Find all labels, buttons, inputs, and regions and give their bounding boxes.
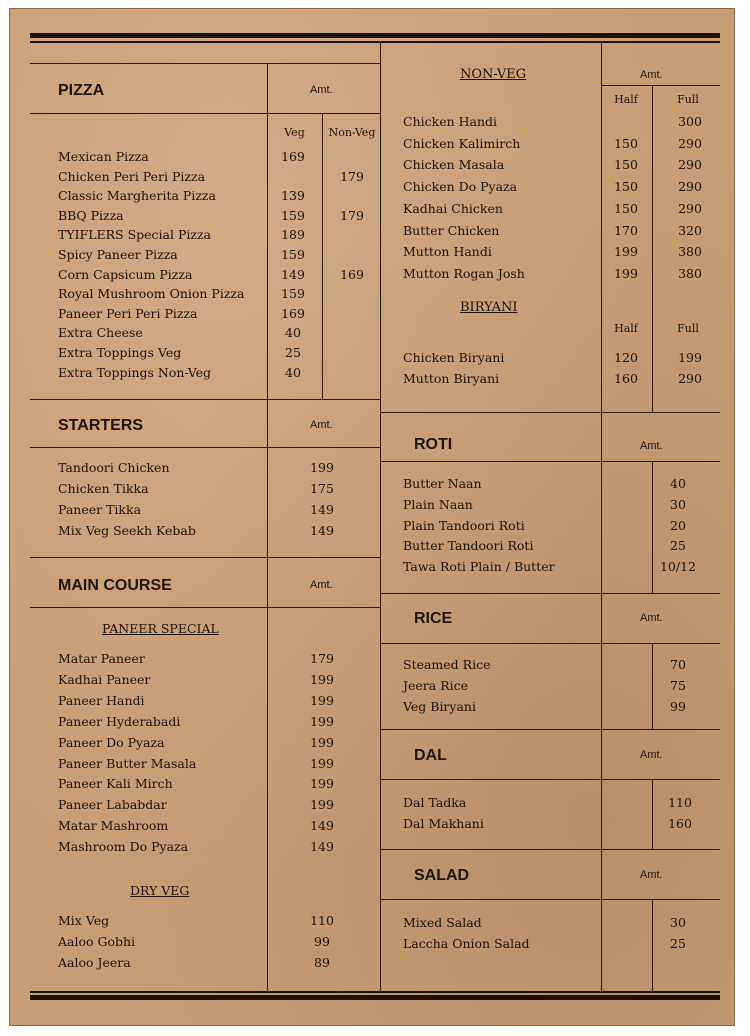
item-price-half: 199 bbox=[614, 265, 638, 281]
item-name: Extra Toppings Veg bbox=[58, 345, 182, 360]
item-name: Mutton Handi bbox=[403, 244, 492, 260]
item-price-veg: 40 bbox=[285, 325, 301, 341]
item-name: Chicken Do Pyaza bbox=[403, 179, 518, 195]
item-name: Chicken Tikka bbox=[58, 481, 149, 496]
item-price-price: 199 bbox=[310, 460, 334, 475]
top-border-thin bbox=[30, 41, 720, 43]
non-veg-amt-label: Amt. bbox=[640, 69, 663, 81]
item-price-price: 40 bbox=[670, 476, 686, 491]
roti-header: ROTI bbox=[414, 436, 453, 453]
item-name: Kadhai Chicken bbox=[403, 200, 503, 216]
item-name: Spicy Paneer Pizza bbox=[58, 247, 178, 262]
item-price-price: 99 bbox=[314, 934, 330, 949]
item-price-price: 149 bbox=[310, 818, 334, 834]
biryani-header: BIRYANI bbox=[460, 300, 518, 315]
item-name: Butter Chicken bbox=[403, 222, 500, 238]
item-price-veg: 25 bbox=[285, 345, 301, 360]
item-price-price: 199 bbox=[310, 776, 334, 792]
item-price-price: 99 bbox=[670, 699, 686, 714]
item-name: Mashroom Do Pyaza bbox=[58, 839, 189, 855]
salad-header: SALAD bbox=[414, 867, 470, 884]
item-name: BBQ Pizza bbox=[58, 207, 124, 223]
item-price-price: 199 bbox=[310, 797, 334, 813]
item-price-half: 150 bbox=[614, 157, 638, 173]
item-price-price: 199 bbox=[310, 671, 334, 687]
bottom-border-thick bbox=[30, 995, 720, 1000]
main-course-amt-label: Amt. bbox=[310, 579, 333, 591]
item-name: Mixed Salad bbox=[403, 915, 482, 930]
item-price-price: 149 bbox=[310, 523, 334, 538]
item-name: Laccha Onion Salad bbox=[403, 936, 530, 951]
item-price-full: 290 bbox=[678, 135, 702, 151]
item-price-price: 70 bbox=[670, 657, 686, 672]
item-price-price: 149 bbox=[310, 502, 334, 517]
item-name: Paneer Peri Peri Pizza bbox=[58, 305, 198, 321]
item-name: Paneer Tikka bbox=[58, 502, 142, 517]
non-veg-half-col: Half bbox=[614, 93, 638, 106]
rice-header: RICE bbox=[414, 610, 453, 627]
item-price-full: 300 bbox=[678, 114, 702, 129]
item-name: Classic Margherita Pizza bbox=[58, 188, 216, 204]
dal-amt-label: Amt. bbox=[640, 749, 663, 761]
item-name: Chicken Biryani bbox=[403, 350, 505, 365]
item-price-nonveg: 179 bbox=[340, 168, 364, 184]
item-name: Mexican Pizza bbox=[58, 149, 149, 164]
biryani-full-col: Full bbox=[677, 322, 699, 335]
item-price-price: 30 bbox=[670, 915, 686, 930]
non-veg-header: NON-VEG bbox=[460, 67, 527, 82]
item-price-half: 199 bbox=[614, 244, 638, 260]
item-name: Dal Tadka bbox=[403, 795, 467, 810]
item-price-half: 160 bbox=[614, 371, 638, 386]
rice-amt-label: Amt. bbox=[640, 612, 663, 624]
item-name: Aaloo Jeera bbox=[58, 955, 131, 970]
starters-header: STARTERS bbox=[58, 417, 144, 434]
item-price-price: 199 bbox=[310, 755, 334, 771]
paneer-special-subheader: PANEER SPECIAL bbox=[102, 621, 219, 636]
item-name: TYIFLERS Special Pizza bbox=[58, 227, 211, 243]
item-price-veg: 40 bbox=[285, 364, 301, 380]
starters-amt-label: Amt. bbox=[310, 419, 333, 431]
item-price-veg: 149 bbox=[281, 266, 305, 282]
item-price-price: 110 bbox=[668, 795, 692, 810]
item-price-full: 290 bbox=[678, 200, 702, 216]
item-price-price: 75 bbox=[670, 678, 686, 693]
pizza-nonveg-col: Non-Veg bbox=[328, 126, 376, 139]
item-price-half: 170 bbox=[614, 222, 638, 238]
item-price-price: 175 bbox=[310, 481, 334, 496]
item-name: Kadhai Paneer bbox=[58, 671, 151, 687]
item-name: Paneer Lababdar bbox=[58, 797, 167, 813]
item-name: Jeera Rice bbox=[403, 678, 469, 693]
item-name: Aaloo Gobhi bbox=[58, 934, 136, 949]
item-price-half: 120 bbox=[614, 350, 638, 365]
item-price-price: 110 bbox=[310, 913, 334, 928]
item-name: Tawa Roti Plain / Butter bbox=[403, 559, 555, 575]
item-price-veg: 139 bbox=[281, 188, 305, 204]
item-name: Corn Capsicum Pizza bbox=[58, 266, 193, 282]
item-price-veg: 169 bbox=[281, 305, 305, 321]
item-name: Mutton Biryani bbox=[403, 371, 500, 386]
item-price-full: 199 bbox=[678, 350, 702, 365]
item-name: Chicken Peri Peri Pizza bbox=[58, 168, 206, 184]
item-price-veg: 159 bbox=[281, 247, 305, 262]
item-name: Mutton Rogan Josh bbox=[403, 265, 525, 281]
item-name: Extra Toppings Non-Veg bbox=[58, 364, 212, 380]
item-name: Mix Veg bbox=[58, 913, 110, 928]
item-price-nonveg: 179 bbox=[340, 207, 364, 223]
item-price-price: 199 bbox=[310, 713, 334, 729]
item-name: Royal Mushroom Onion Pizza bbox=[58, 286, 245, 302]
item-price-veg: 189 bbox=[281, 227, 305, 243]
item-name: Matar Mashroom bbox=[58, 818, 169, 834]
menu-page bbox=[9, 8, 735, 1026]
item-name: Plain Tandoori Roti bbox=[403, 517, 525, 533]
item-price-half: 150 bbox=[614, 135, 638, 151]
top-border-thick bbox=[30, 33, 720, 38]
item-price-veg: 159 bbox=[281, 286, 305, 302]
dry-veg-subheader: DRY VEG bbox=[130, 883, 190, 898]
item-price-price: 199 bbox=[310, 734, 334, 750]
roti-amt-label: Amt. bbox=[640, 440, 663, 452]
item-price-price: 160 bbox=[668, 816, 692, 831]
item-name: Tandoori Chicken bbox=[58, 460, 170, 475]
item-name: Steamed Rice bbox=[403, 657, 491, 672]
non-veg-full-col: Full bbox=[677, 93, 699, 106]
item-name: Extra Cheese bbox=[58, 325, 143, 341]
item-price-veg: 159 bbox=[281, 207, 305, 223]
pizza-amt-label: Amt. bbox=[310, 84, 333, 96]
salad-amt-label: Amt. bbox=[640, 869, 663, 881]
item-name: Paneer Hyderabadi bbox=[58, 713, 181, 729]
item-price-half: 150 bbox=[614, 179, 638, 195]
item-name: Chicken Kalimirch bbox=[403, 135, 521, 151]
item-name: Butter Tandoori Roti bbox=[403, 538, 534, 554]
item-price-veg: 169 bbox=[281, 149, 305, 164]
item-name: Plain Naan bbox=[403, 496, 473, 512]
main-course-header: MAIN COURSE bbox=[58, 577, 172, 594]
item-name: Chicken Masala bbox=[403, 157, 505, 173]
item-name: Paneer Do Pyaza bbox=[58, 734, 165, 750]
item-name: Paneer Kali Mirch bbox=[58, 776, 173, 792]
item-name: Butter Naan bbox=[403, 476, 482, 491]
item-price-full: 290 bbox=[678, 157, 702, 173]
item-name: Chicken Handi bbox=[403, 114, 498, 129]
pizza-veg-col: Veg bbox=[284, 126, 305, 139]
item-price-price: 20 bbox=[670, 517, 686, 533]
bottom-border-thin bbox=[30, 991, 720, 993]
item-price-price: 25 bbox=[670, 936, 686, 951]
item-price-full: 380 bbox=[678, 265, 702, 281]
dal-header: DAL bbox=[414, 747, 447, 764]
item-price-price: 25 bbox=[670, 538, 686, 554]
item-price-full: 320 bbox=[678, 222, 702, 238]
item-price-full: 380 bbox=[678, 244, 702, 260]
item-name: Mix Veg Seekh Kebab bbox=[58, 523, 196, 538]
item-name: Paneer Handi bbox=[58, 692, 145, 708]
item-price-price: 149 bbox=[310, 839, 334, 855]
item-price-price: 30 bbox=[670, 496, 686, 512]
pizza-header: PIZZA bbox=[58, 82, 105, 99]
item-price-full: 290 bbox=[678, 371, 702, 386]
item-price-price: 179 bbox=[310, 651, 334, 666]
item-name: Veg Biryani bbox=[403, 699, 476, 714]
item-price-price: 89 bbox=[314, 955, 330, 970]
item-price-price: 10/12 bbox=[659, 559, 697, 575]
item-price-half: 150 bbox=[614, 200, 638, 216]
item-price-full: 290 bbox=[678, 179, 702, 195]
item-name: Matar Paneer bbox=[58, 651, 145, 666]
item-price-price: 199 bbox=[310, 692, 334, 708]
item-name: Paneer Butter Masala bbox=[58, 755, 197, 771]
biryani-half-col: Half bbox=[614, 322, 638, 335]
item-price-nonveg: 169 bbox=[340, 266, 364, 282]
item-name: Dal Makhani bbox=[403, 816, 484, 831]
